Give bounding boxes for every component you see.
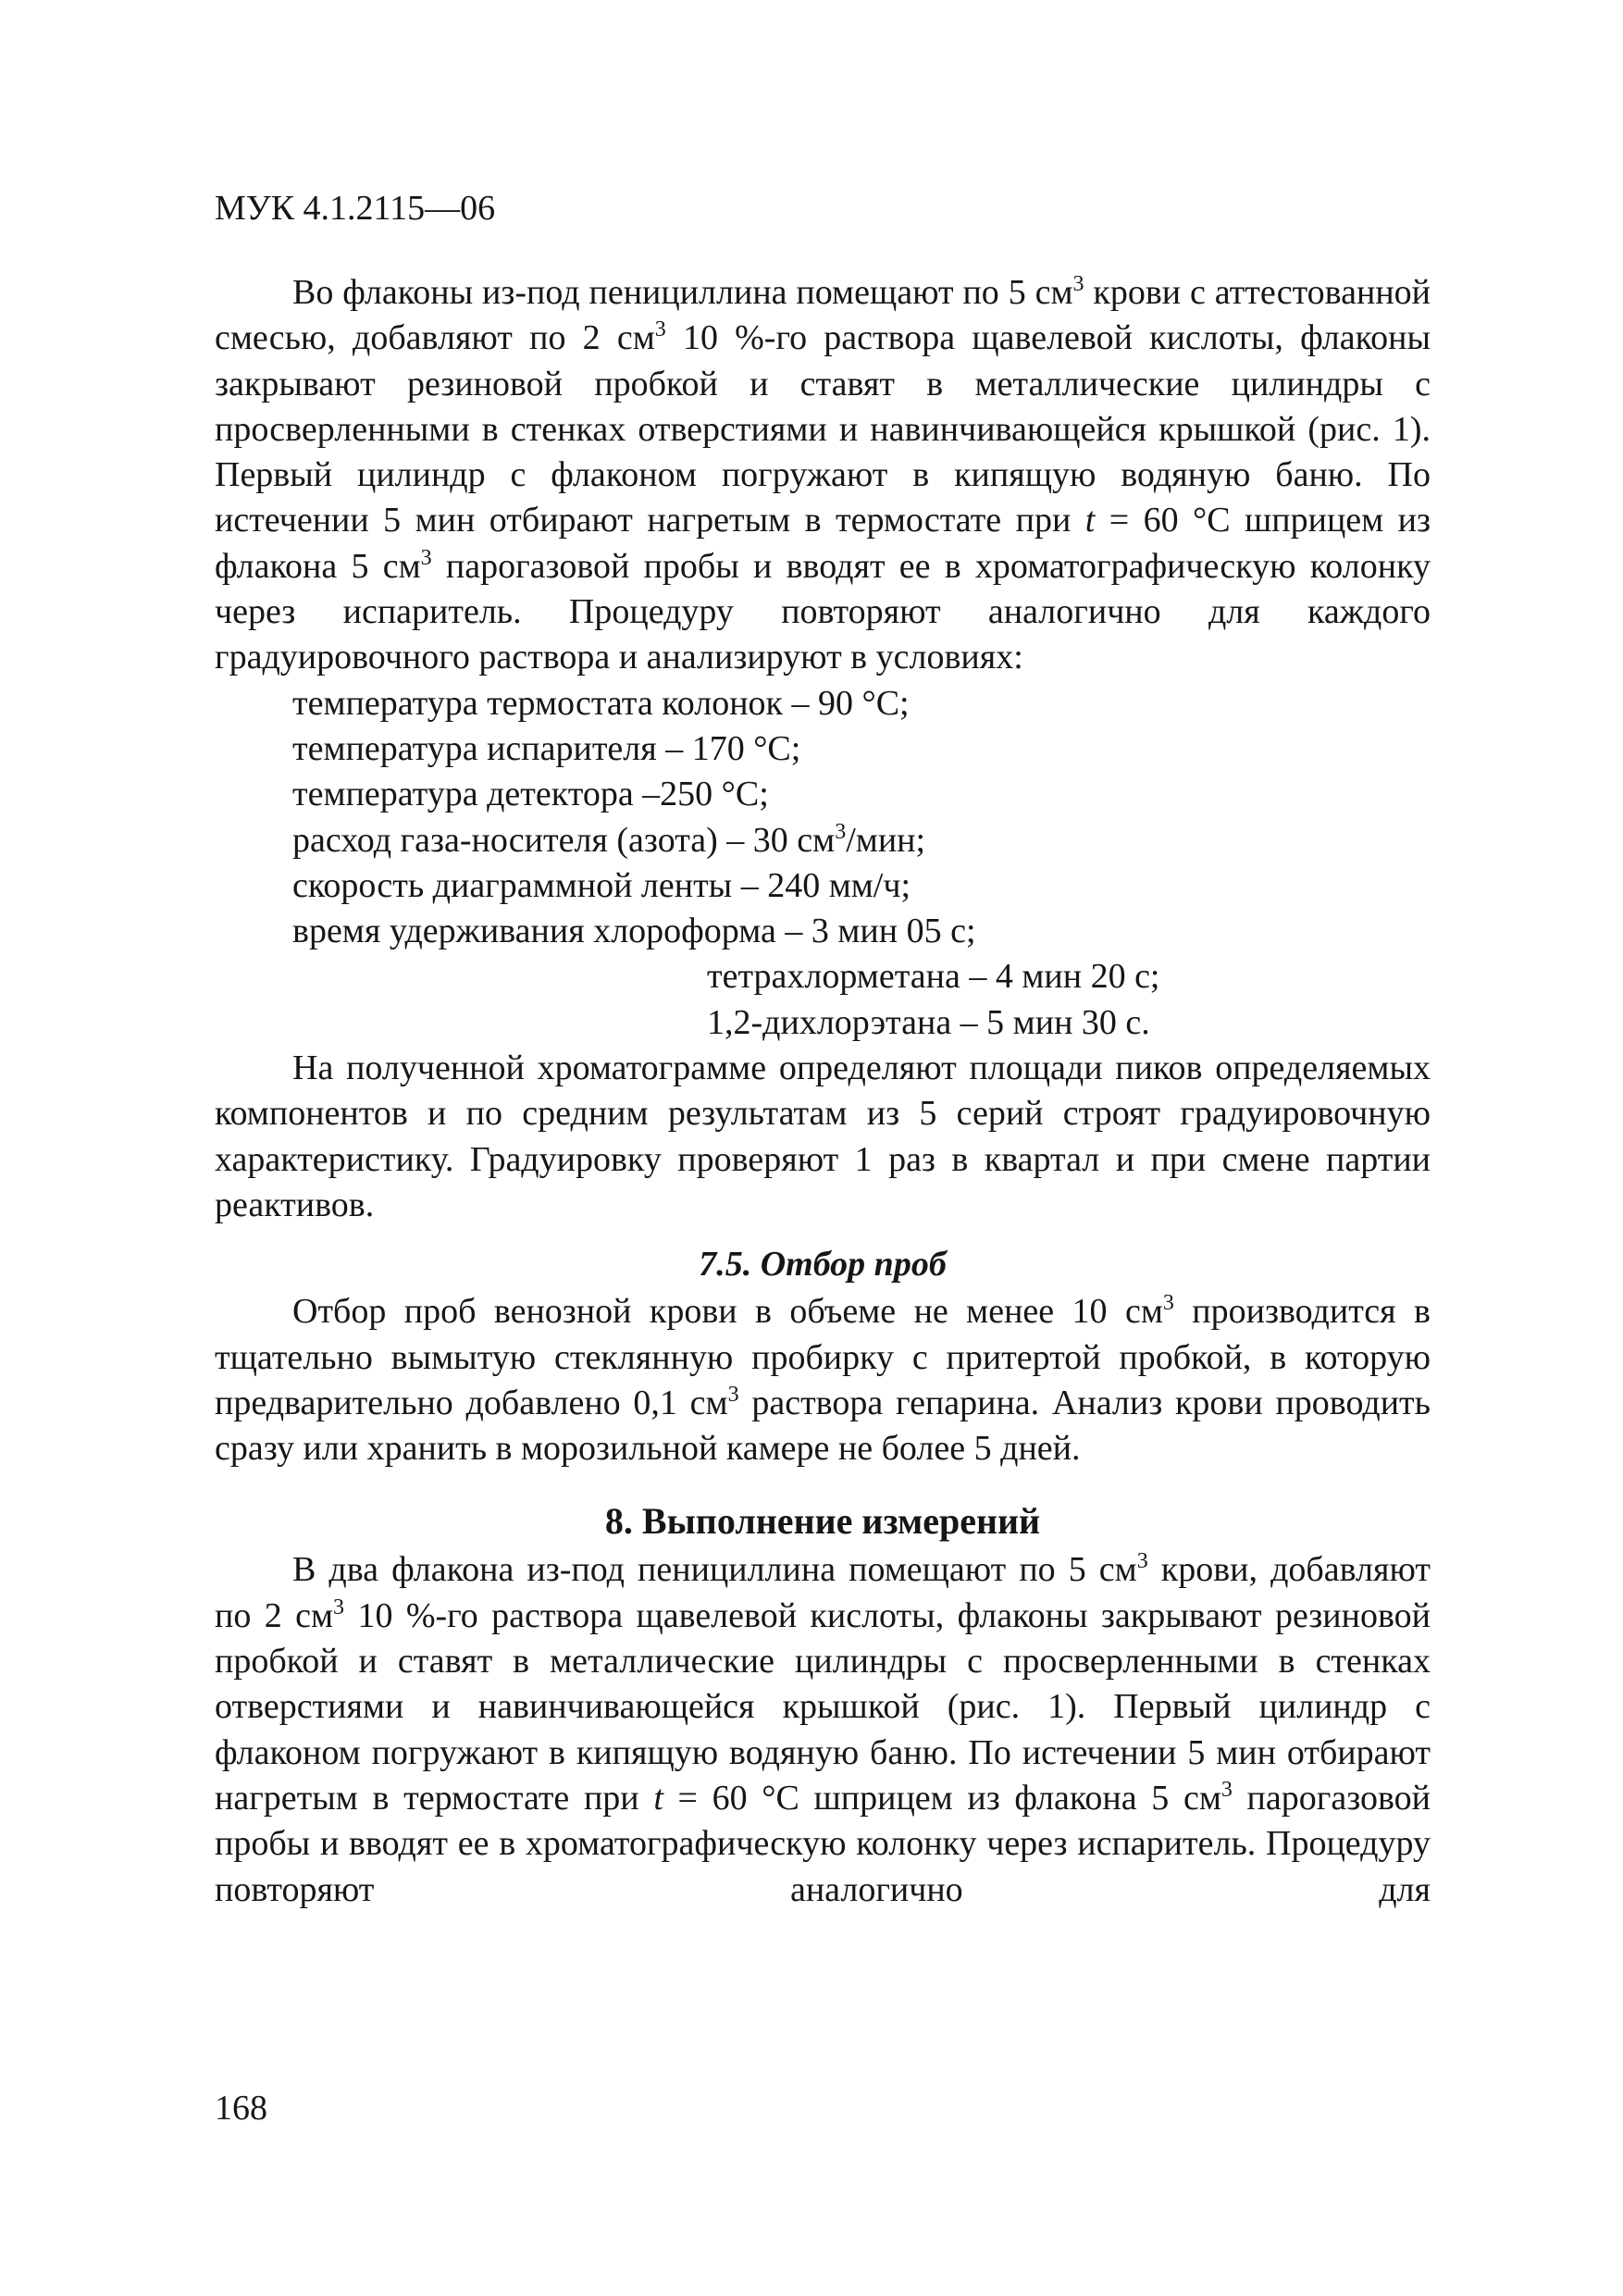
subsection-heading: 7.5. Отбор проб — [699, 1245, 947, 1285]
text-run: расход газа-носителя (азота) – 30 см — [292, 820, 836, 860]
superscript: 3 — [1072, 272, 1084, 296]
text-run: производится в тщательно вымытую стеклянную пробирку с притертой пробкой, в которую предварительно добавлено 0,1 см — [215, 1292, 1431, 1422]
superscript: 3 — [1220, 1777, 1233, 1802]
calibration-procedure-paragraph — [215, 270, 1431, 681]
text-run: парогазовой пробы и вводят ее в хроматографическую колонку через испаритель. Процедуру повторяют аналогично для — [215, 1778, 1431, 1909]
chromatogram-paragraph: На полученной хроматограмме определяют площади пиков определяемых компонентов и по средним результатам из 5 серий строят градуировочную характеристику. Градуировку проверяют 1 раз в квартал и при смене партии реактивов. — [215, 1049, 1431, 1224]
text-run: раствора гепарина. Анализ крови проводить сразу или хранить в морозильной камере не более 5 дней. — [215, 1383, 1431, 1469]
superscript: 3 — [1162, 1291, 1174, 1316]
superscript: 3 — [420, 545, 432, 570]
text-run: крови с аттестованной смесью, добавляют по 2 см — [215, 273, 1431, 358]
condition-item: время удерживания хлороформа – 3 мин 05 с; — [292, 912, 976, 951]
text-run: Отбор проб венозной крови в объеме не менее 10 см — [292, 1292, 1163, 1332]
condition-item: температура термостата колонок – 90 °С; — [292, 683, 910, 723]
text-run: крови, добавляют по 2 см — [215, 1550, 1431, 1635]
temperature-variable: t — [1084, 501, 1096, 540]
section-heading: 8. Выполнение измерений — [604, 1500, 1041, 1543]
temperature-variable: t — [653, 1778, 663, 1818]
condition-item — [292, 818, 1431, 863]
text-run: Во флаконы из-под пенициллина помещают по 5 см — [292, 273, 1073, 312]
condition-item: скорость диаграммной ленты – 240 мм/ч; — [292, 865, 911, 905]
sampling-paragraph — [215, 1289, 1431, 1471]
condition-item: температура детектора –250 °С; — [292, 775, 769, 814]
analysis-conditions-list — [215, 681, 1431, 1046]
superscript: 3 — [1136, 1549, 1148, 1574]
condition-item: тетрахлорметана – 4 мин 20 с; — [707, 957, 1160, 997]
text-run: 10 %-го раствора щавелевой кислоты, флаконы закрывают резиновой пробкой и ставят в металлические цилиндры с просверленными в стенках отверстиями и навинчивающейся крышкой (рис. 1). Первый цилиндр с флаконом погружают в кипящую водяную баню. По истечении 5 мин отбирают нагретым в термостате при — [215, 1595, 1431, 1818]
page-number: 168 — [215, 2089, 267, 2128]
text-run: 10 %-го раствора щавелевой кислоты, флаконы закрывают резиновой пробкой и ставят в металлические цилиндры с просверленными в стенках отверстиями и навинчивающейся крышкой (рис. 1). Первый цилиндр с флаконом погружают в кипящую водяную баню. По истечении 5 мин отбирают нагретым в термостате при — [215, 318, 1431, 540]
superscript: 3 — [835, 819, 847, 844]
condition-item: температура испарителя – 170 °С; — [292, 728, 801, 768]
superscript: 3 — [654, 317, 666, 342]
text-run: В два флакона из-под пенициллина помещают по 5 см — [292, 1550, 1137, 1590]
condition-item: 1,2-дихлорэтана – 5 мин 30 с. — [707, 1002, 1150, 1042]
page-body — [215, 270, 1431, 1913]
document-code-header: МУК 4.1.2115—06 — [215, 189, 496, 228]
superscript: 3 — [727, 1382, 739, 1407]
text-run: /мин; — [846, 820, 926, 860]
superscript: 3 — [333, 1595, 345, 1620]
text-run: = 60 °С шприцем из флакона 5 см — [215, 501, 1431, 586]
text-run: = 60 °С шприцем из флакона 5 см — [663, 1778, 1221, 1818]
measurement-paragraph — [215, 1547, 1431, 1912]
text-run: парогазовой пробы и вводят ее в хроматографическую колонку через испаритель. Процедуру повторяют аналогично для каждого градуировочного раствора и анализируют в условиях: — [215, 546, 1431, 677]
